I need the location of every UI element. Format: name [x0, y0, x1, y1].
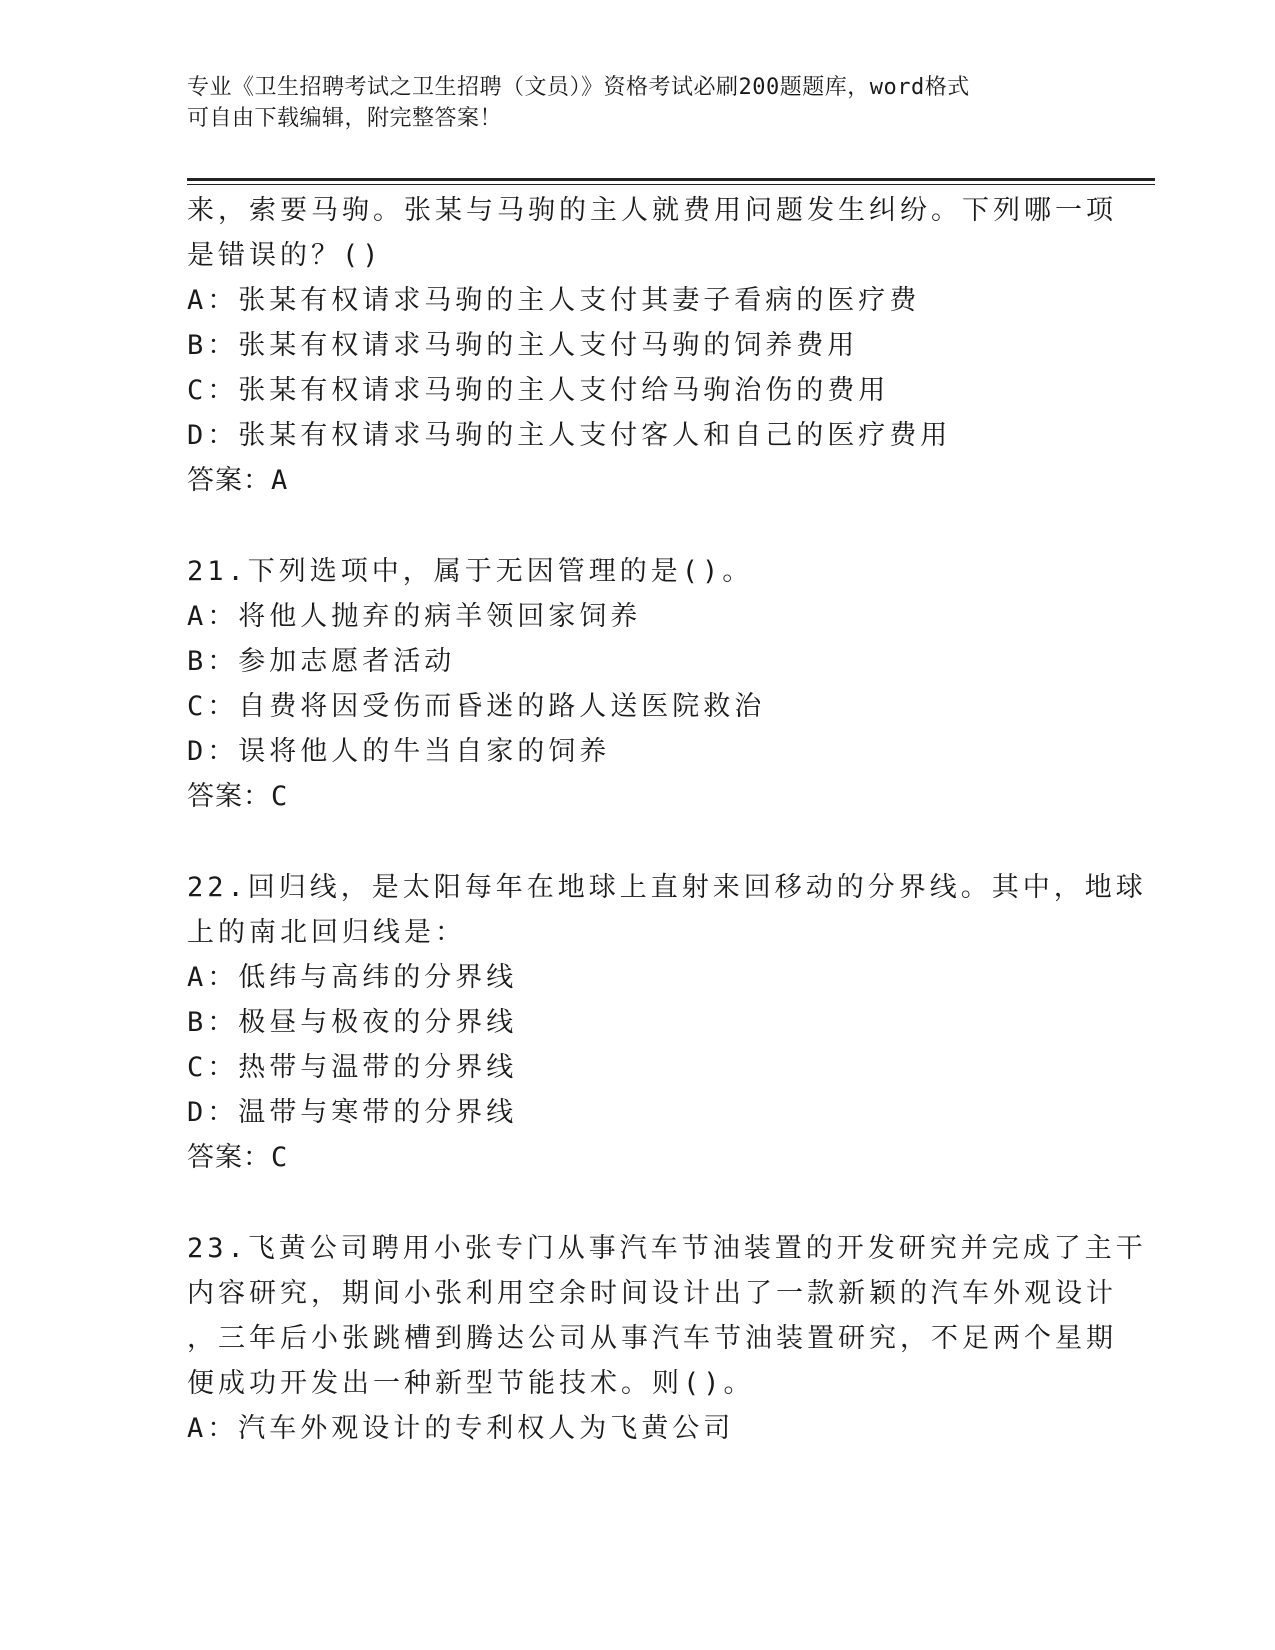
question-23	[187, 1226, 1147, 1451]
option-c: C：热带与温带的分界线	[187, 1052, 518, 1083]
answer-value: A	[271, 465, 289, 496]
answer	[187, 458, 1087, 503]
question-stem-line: 22.回归线，是太阳每年在地球上直射来回移动的分界线。其中，地球	[187, 872, 1147, 903]
answer	[187, 1135, 1087, 1180]
option-b: B：参加志愿者活动	[187, 646, 456, 677]
option-c: C：张某有权请求马驹的主人支付给马驹治伤的费用	[187, 375, 890, 406]
option-d: D：温带与寒带的分界线	[187, 1097, 518, 1128]
question-stem-line: 23.飞黄公司聘用小张专门从事汽车节油装置的开发研究并完成了主干	[187, 1233, 1147, 1264]
question-stem-line: ，三年后小张跳槽到腾达公司从事汽车节油装置研究，不足两个星期	[187, 1323, 1117, 1354]
header-line-2: 可自由下载编辑，附完整答案！	[187, 106, 503, 131]
question-stem-line: 上的南北回归线是：	[187, 917, 466, 948]
option-b: B：张某有权请求马驹的主人支付马驹的饲养费用	[187, 330, 859, 361]
question-stem-line: 便成功开发出一种新型节能技术。则()。	[187, 1368, 755, 1399]
header-line-1: 专业《卫生招聘考试之卫生招聘（文员）》资格考试必刷200题题库，word格式	[187, 75, 970, 100]
question-stem-line: 21.下列选项中，属于无因管理的是()。	[187, 556, 754, 587]
question-stem-line: 来，索要马驹。张某与马驹的主人就费用问题发生纠纷。下列哪一项	[187, 195, 1117, 226]
question-stem-line: 是错误的？()	[187, 240, 383, 271]
option-d: D：张某有权请求马驹的主人支付客人和自己的医疗费用	[187, 420, 952, 451]
answer-value: C	[271, 1142, 289, 1173]
option-a: A：汽车外观设计的专利权人为飞黄公司	[187, 1413, 735, 1444]
option-b: B：极昼与极夜的分界线	[187, 1007, 518, 1038]
answer-label: 答案：	[187, 465, 271, 496]
header-divider	[187, 178, 1155, 185]
question-20	[187, 188, 1117, 503]
answer-label: 答案：	[187, 781, 271, 812]
answer-label: 答案：	[187, 1142, 271, 1173]
option-c: C：自费将因受伤而昏迷的路人送医院救治	[187, 691, 766, 722]
option-a: A：将他人抛弃的病羊领回家饲养	[187, 601, 642, 632]
question-list	[187, 188, 1147, 1451]
answer-value: C	[271, 781, 289, 812]
question-stem-line: 内容研究，期间小张利用空余时间设计出了一款新颖的汽车外观设计	[187, 1278, 1117, 1309]
question-21	[187, 549, 1087, 819]
option-a: A：低纬与高纬的分界线	[187, 962, 518, 993]
option-a: A：张某有权请求马驹的主人支付其妻子看病的医疗费	[187, 285, 921, 316]
page-header	[187, 72, 1087, 134]
answer	[187, 774, 1087, 819]
question-22	[187, 865, 1147, 1180]
option-d: D：误将他人的牛当自家的饲养	[187, 736, 611, 767]
